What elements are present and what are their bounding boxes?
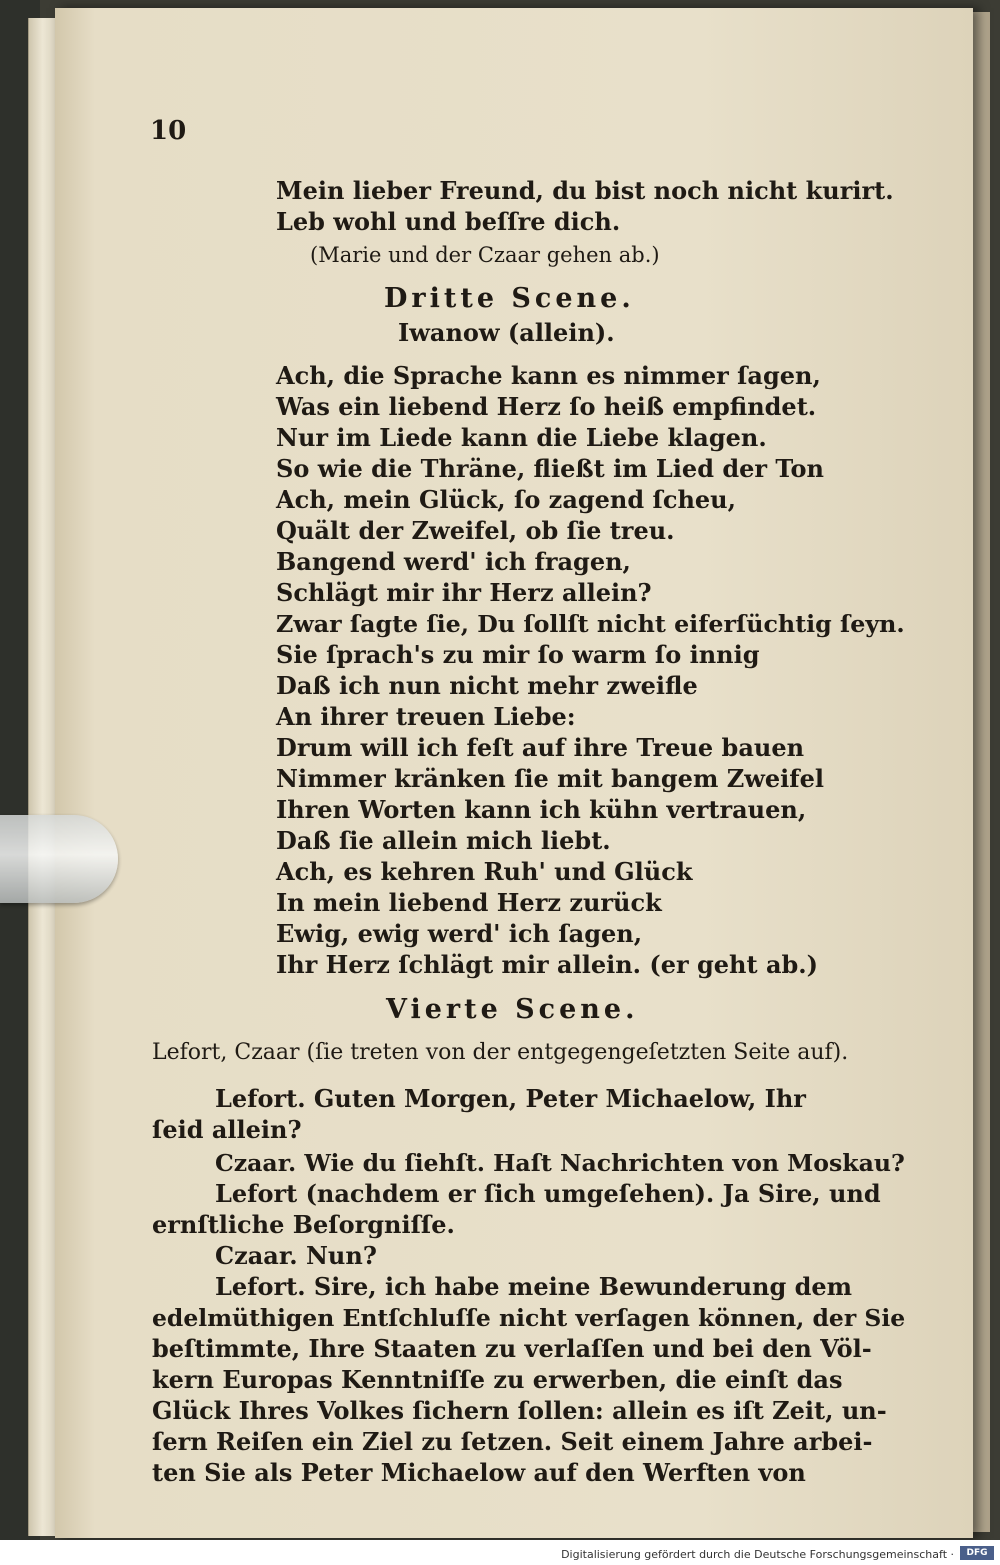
scene-heading: Vierte Scene. xyxy=(386,994,639,1025)
page-number: 10 xyxy=(150,116,187,146)
verse-line: Nimmer kränken ſie mit bangem Zweifel xyxy=(276,764,824,793)
dialogue-line: ten Sie als Peter Michaelow auf den Werften von xyxy=(152,1458,806,1487)
verse-line: Daß ich nun nicht mehr zweifle xyxy=(276,671,698,700)
dialogue-line: Lefort. Sire, ich habe meine Bewunderung dem xyxy=(215,1272,853,1301)
verse-line: Schlägt mir ihr Herz allein? xyxy=(276,578,652,607)
dialogue-line: Lefort. Guten Morgen, Peter Michaelow, Ihr xyxy=(215,1084,806,1113)
text-line: Mein lieber Freund, du bist noch nicht kurirt. xyxy=(276,176,894,205)
dialogue-line: Czaar. Wie du ſiehſt. Haſt Nachrichten von Moskau? xyxy=(215,1149,905,1177)
verse-line: Ach, mein Glück, ſo zagend ſcheu, xyxy=(276,485,736,514)
verse-line: Ewig, ewig werd' ich ſagen, xyxy=(276,919,643,948)
verse-line: In mein liebend Herz zurück xyxy=(276,888,662,917)
dialogue-line: ſern Reiſen ein Ziel zu ſetzen. Seit einem Jahre arbei- xyxy=(152,1427,873,1456)
dialogue-line: ſeid allein? xyxy=(152,1115,302,1144)
verse-line: Nur im Liede kann die Liebe klagen. xyxy=(276,423,767,452)
verse-line: Daß ſie allein mich liebt. xyxy=(276,826,611,855)
stage-direction: (Marie und der Czaar gehen ab.) xyxy=(310,243,660,267)
verse-line: Sie ſprach's zu mir ſo warm ſo innig xyxy=(276,640,760,669)
verse-line: Ach, es kehren Ruh' und Glück xyxy=(276,857,693,886)
verse-line: Ach, die Sprache kann es nimmer ſagen, xyxy=(276,361,821,390)
verse-line: So wie die Thräne, fließt im Lied der Ton xyxy=(276,454,824,483)
dialogue-line: kern Europas Kenntniſſe zu erwerben, die einſt das xyxy=(152,1365,843,1394)
verse-line: Bangend werd' ich fragen, xyxy=(276,547,631,576)
verse-line: Ihr Herz ſchlägt mir allein. (er geht ab.) xyxy=(276,950,818,979)
stage-direction: Lefort, Czaar (ſie treten von der entgegengeſetzten Seite auf). xyxy=(152,1040,849,1065)
digitization-credit: Digitalisierung gefördert durch die Deutsche Forschungsgemeinschaft · xyxy=(561,1548,954,1561)
verse-line: Ihren Worten kann ich kühn vertrauen, xyxy=(276,795,807,824)
glass-page-weight xyxy=(0,815,118,903)
dfg-logo-icon: DFG xyxy=(960,1546,994,1560)
dialogue-line: Czaar. Nun? xyxy=(215,1241,377,1270)
text-line: Leb wohl und beſſre dich. xyxy=(276,207,621,236)
verse-line: Zwar ſagte ſie, Du ſollſt nicht eiferſüchtig ſeyn. xyxy=(276,610,905,638)
verse-line: An ihrer treuen Liebe: xyxy=(276,702,576,731)
verse-line: Was ein liebend Herz ſo heiß empfindet. xyxy=(276,392,817,421)
scene-heading: Dritte Scene. xyxy=(384,283,635,314)
dialogue-line: Glück Ihres Volkes ſichern ſollen: allein es iſt Zeit, un- xyxy=(152,1396,887,1425)
dialogue-line: beſtimmte, Ihre Staaten zu verlaſſen und bei den Völ- xyxy=(152,1334,872,1363)
dialogue-line: ernſtliche Beſorgniſſe. xyxy=(152,1210,455,1239)
speaker-line: Iwanow (allein). xyxy=(398,318,615,347)
dialogue-line: edelmüthigen Entſchluſſe nicht verſagen können, der Sie xyxy=(152,1304,906,1332)
verse-line: Quält der Zweifel, ob ſie treu. xyxy=(276,516,675,545)
dialogue-line: Lefort (nachdem er ſich umgeſehen). Ja Sire, und xyxy=(215,1179,881,1208)
verse-line: Drum will ich feſt auf ihre Treue bauen xyxy=(276,733,805,762)
